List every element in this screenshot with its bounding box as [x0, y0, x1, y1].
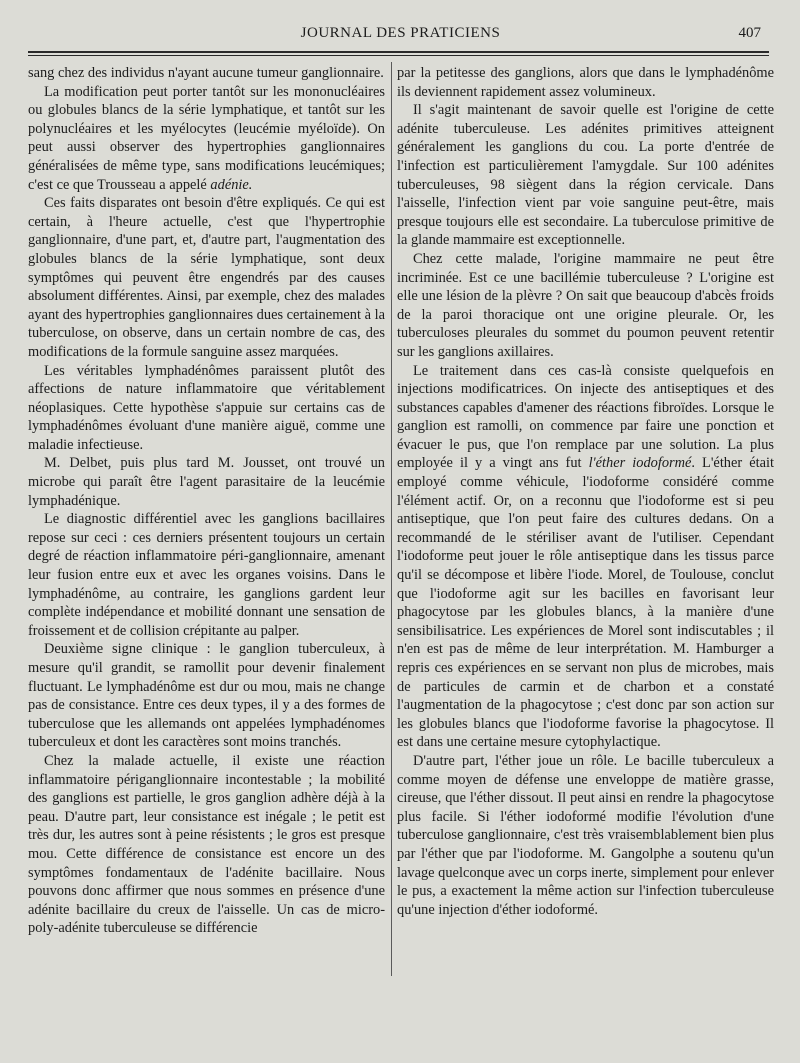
paragraph: Chez cette malade, l'origine mammaire ne peut être incriminée. Est ce une bacillémie tuberculeuse ? L'origine est elle une lésion de la plèvre ? On sait que beaucoup d'abcès froids de la paroi thoracique ont une origine pleurale. Or, les tuberculoses pleurales du sommet du poumon peuvent retentir sur les ganglions axillaires. [397, 250, 774, 360]
paragraph: Il s'agit maintenant de savoir quelle est l'origine de cette adénite tuberculeuse. Les adénites primitives atteignent généralement les ganglions du cou. La porte d'entrée de l'infection est particulièrement l'amygdale. Sur 100 adénites tuberculeuses, 98 siègent dans la région cervicale. Dans l'aisselle, l'infection vient par voie sanguine peut-être, mais presque toujours elle est secondaire. La tuberculose primitive de la glande mammaire est exceptionnelle. [397, 102, 774, 249]
paragraph: Chez la malade actuelle, il existe une réaction inflammatoire périganglionnaire incontestable ; la mobilité des ganglions est partielle, le gros ganglion adhère déjà à la peau. D'autre part, leur consistance est inégale ; le petit est très dur, les autres sont à peine résistents ; le gros est presque mou. Cette différence de consistance est encore un des symptômes fondamentaux de l'adénite bacillaire. Nous pouvons donc affirmer que nous sommes en présence d'une adénite bacillaire du creux de l'aisselle. Un cas de micro-poly-adénite tuberculeuse se différencie [28, 752, 385, 937]
right-column [397, 64, 774, 919]
page-header [28, 20, 773, 48]
journal-title: JOURNAL DES PRATICIENS [300, 25, 501, 41]
paragraph: Les véritables lymphadénômes paraissent plutôt des affections de nature inflammatoire que véritablement néoplasiques. Cette hypothèse s'appuie sur certains cas de lymphadénômes évoluant d'une manière aiguë, comme une maladie infectieuse. [28, 362, 385, 453]
paragraph: Deuxième signe clinique : le ganglion tuberculeux, à mesure qu'il grandit, se ramollit pour devenir finalement fluctuant. Le lymphadénôme est dur ou mou, mais ne change pas de consistance. Entre ces deux types, il y a des formes de tuberculose que les allemands ont appelées lymphadénomes tuberculeux et dont les caractères sont moins tranchés. [28, 641, 385, 751]
page-number: 407 [738, 25, 761, 41]
paragraph: par la petitesse des ganglions, alors que dans le lymphadénôme ils deviennent rapidement assez volumineux. [397, 65, 774, 100]
paragraph: sang chez des individus n'ayant aucune tumeur ganglionnaire. [28, 65, 384, 81]
emphasis-adenie: adénie. [210, 176, 253, 193]
header-rule [28, 51, 769, 53]
paragraph: Le traitement dans ces cas-là consiste quelquefois en injections modificatrices. On injecte des antiseptiques et des substances capables d'amener des réactions fibroïdes. Lorsque le ganglion est ramolli, on commence par faire une ponction et évacuer le pus, que l'on remplace par une solution. La plus employée il y a vingt ans fut l'éther iodoformé. L'éther était employé comme véhicule, l'iodoforme considéré comme l'élément actif. Or, on a reconnu que l'iodoforme est si peu antiseptique, que l'on peut faire des cultures dedans. On a recommandé de le stériliser avant de l'utiliser. Cependant l'iodoforme peut jouer le rôle antiseptique dans les tissus parce qu'il se décompose et libère l'iode. Morel, de Toulouse, conclut que l'iodoforme agit sur les bacilles en favorisant leur phagocytose par les globules blancs, à la manière d'une sensibilisatrice. Les expériences de Morel sont indiscutables ; il n'en est pas de même de leur interprétation. M. Hamburger a repris ces expériences en se servant non plus de microbes, mais de particules de carmin et de charbon et a constaté l'augmentation de la phagocytose ; c'est donc par son action sur les globules blancs que l'iodoforme favorise la phagocytose. Il est dans une certaine mesure cytophylactique. [397, 362, 774, 751]
column-divider [391, 62, 392, 976]
emphasis-ether: l'éther iodoformé [588, 455, 692, 472]
paragraph: La modification peut porter tantôt sur les mononucléaires ou globules blancs de la série lymphatique, et tantôt sur les polynucléaires et les myélocytes (leucémie myéloïde). On peut aussi observer des hypertrophies ganglionnaires généralisées de même type, sans modifications leucémiques; c'est ce que Trousseau a appelé adénie. [28, 83, 385, 193]
paragraph: Le diagnostic différentiel avec les ganglions bacillaires repose sur ceci : ces derniers présentent toujours un certain degré de réaction inflammatoire péri-ganglionnaire, amenant leur fusion entre eux et avec les organes voisins. Dans le lymphadénôme, au contraire, les ganglions gardent leur complète indépendance et mobilité donnant une sensation de froissement et de collision crépitante au palper. [28, 511, 385, 639]
paragraph: D'autre part, l'éther joue un rôle. Le bacille tuberculeux a comme moyen de défense une enveloppe de matière grasse, cireuse, que l'éther dissout. Il peut ainsi en rendre la phagocytose plus facile. Si l'éther iodoformé modifie l'évolution d'une tuberculose ganglionnaire, c'est très vraisemblablement bien plus par l'éther que par l'iodoforme. M. Gangolphe a soutenu qu'un lavage quelconque avec un corps inerte, simplement pour enlever le pus, a exactement la même action sur l'infection tuberculeuse qu'une injection d'éther iodoformé. [397, 752, 774, 918]
paragraph: M. Delbet, puis plus tard M. Jousset, ont trouvé un microbe qui paraît être l'agent parasitaire de la leucémie lymphadénique. [28, 455, 385, 509]
header-rule-thin [28, 55, 769, 56]
paragraph: Ces faits disparates ont besoin d'être expliqués. Ce qui est certain, à l'heure actuelle, c'est que l'hypertrophie ganglionnaire, d'une part, et, d'autre part, l'augmentation des globules blancs de la série lymphatique, sont deux symptômes qui peuvent être engendrés par des causes absolument différentes. Ainsi, par exemple, chez des malades ayant des hypertrophies ganglionnaires dues certainement à la tuberculose, on observe, dans un certain nombre de cas, des modifications de la formule sanguine assez marquées. [28, 195, 385, 360]
left-column [28, 64, 385, 938]
